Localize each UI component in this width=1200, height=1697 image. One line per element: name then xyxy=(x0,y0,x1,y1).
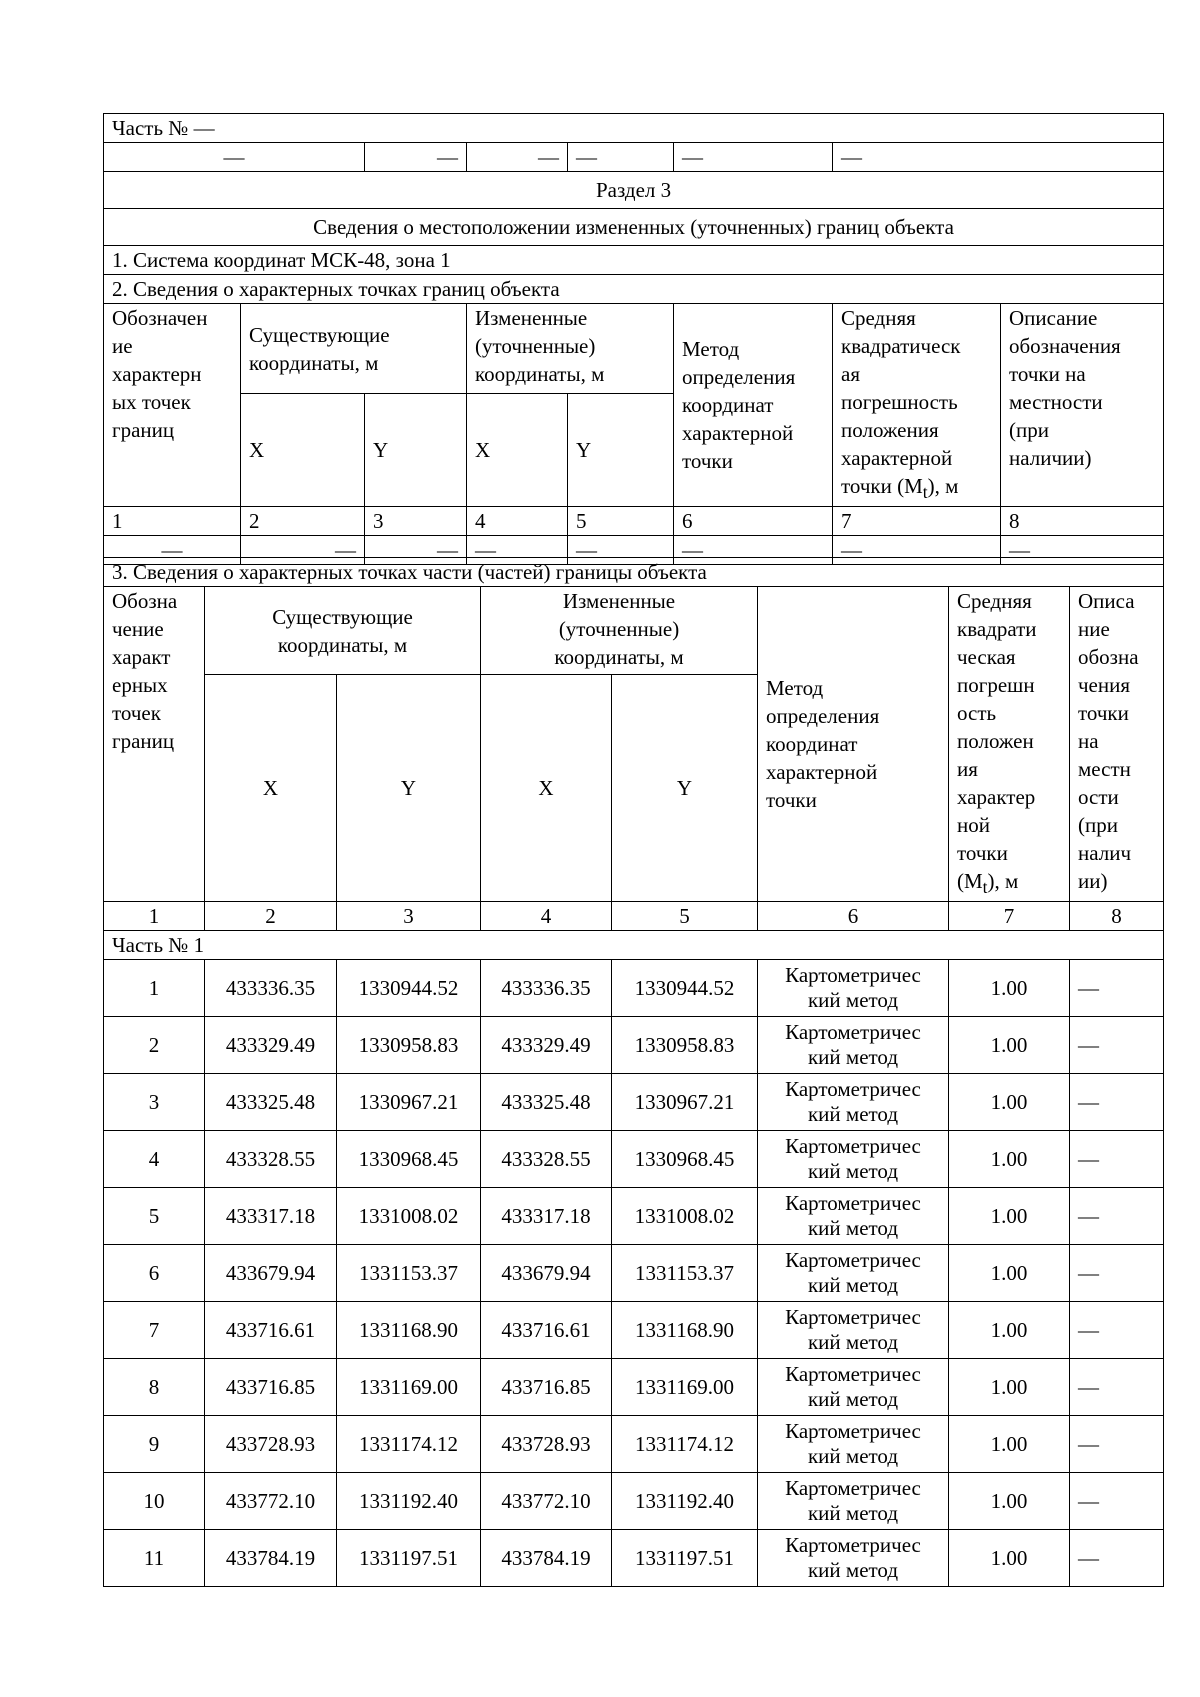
error-cell: 1.00 xyxy=(949,1245,1070,1302)
boundary-points-heading: 2. Сведения о характерных точках границ объекта xyxy=(104,275,1164,304)
column-number: 5 xyxy=(568,507,674,536)
table-row xyxy=(104,1074,1164,1131)
existing-x-cell: 433716.61 xyxy=(205,1302,337,1359)
description-cell: — xyxy=(1070,1473,1164,1530)
header-method: Метод определения координат характерной точки xyxy=(674,304,833,507)
table-row xyxy=(104,1245,1164,1302)
existing-x-cell: 433716.85 xyxy=(205,1359,337,1416)
table-row xyxy=(104,1017,1164,1074)
point-number-cell: 1 xyxy=(104,960,205,1017)
existing-y-cell: 1331169.00 xyxy=(337,1359,481,1416)
header-designation: Обозначен ие характерн ых точек границ xyxy=(104,304,241,507)
header-x-existing: X xyxy=(241,394,365,507)
header-error-tail: ), м xyxy=(927,474,959,498)
table-row xyxy=(104,1131,1164,1188)
method-cell: Картометричес кий метод xyxy=(758,1131,949,1188)
point-number-cell: 8 xyxy=(104,1359,205,1416)
existing-x-cell: 433679.94 xyxy=(205,1245,337,1302)
column-number: 3 xyxy=(337,902,481,931)
column-number: 1 xyxy=(104,507,241,536)
header-designation: Обозна чение характ ерных точек границ xyxy=(104,587,205,902)
section-2-table xyxy=(103,113,1164,565)
error-cell: 1.00 xyxy=(949,1074,1070,1131)
header-y-existing: Y xyxy=(337,675,481,902)
error-cell: 1.00 xyxy=(949,1359,1070,1416)
table-row xyxy=(104,960,1164,1017)
existing-y-cell: 1330958.83 xyxy=(337,1017,481,1074)
description-cell: — xyxy=(1070,1017,1164,1074)
existing-y-cell: 1330944.52 xyxy=(337,960,481,1017)
existing-x-cell: 433325.48 xyxy=(205,1074,337,1131)
point-number-cell: 11 xyxy=(104,1530,205,1587)
header-error-tail: ), м xyxy=(987,869,1019,893)
section-3-table xyxy=(103,557,1164,1587)
changed-x-cell: 433336.35 xyxy=(481,960,612,1017)
existing-x-cell: 433772.10 xyxy=(205,1473,337,1530)
column-number: 7 xyxy=(833,507,1001,536)
table-row xyxy=(104,1359,1164,1416)
header-error-text: Средняя квадратическ ая погрешность положения характерной точки (М xyxy=(841,306,961,498)
header-x-changed: X xyxy=(467,394,568,507)
empty-cell: — xyxy=(568,536,674,565)
point-number-cell: 10 xyxy=(104,1473,205,1530)
existing-x-cell: 433317.18 xyxy=(205,1188,337,1245)
header-error xyxy=(949,587,1070,902)
header-changed-coords: Измененные (уточненные) координаты, м xyxy=(481,587,758,675)
empty-cell: — xyxy=(674,536,833,565)
error-cell: 1.00 xyxy=(949,1017,1070,1074)
changed-y-cell: 1331174.12 xyxy=(612,1416,758,1473)
table-row xyxy=(104,1302,1164,1359)
description-cell: — xyxy=(1070,960,1164,1017)
empty-cell: — xyxy=(241,536,365,565)
method-cell: Картометричес кий метод xyxy=(758,1245,949,1302)
empty-cell: — xyxy=(1001,536,1164,565)
description-cell: — xyxy=(1070,1530,1164,1587)
column-number: 3 xyxy=(365,507,467,536)
header-changed-coords: Измененные (уточненные) координаты, м xyxy=(467,304,674,394)
column-number: 5 xyxy=(612,902,758,931)
changed-x-cell: 433784.19 xyxy=(481,1530,612,1587)
column-number: 2 xyxy=(241,507,365,536)
top-dash-row xyxy=(104,143,1164,172)
changed-x-cell: 433328.55 xyxy=(481,1131,612,1188)
header-y-existing: Y xyxy=(365,394,467,507)
part-1-label: Часть № 1 xyxy=(104,931,1164,960)
header-existing-coords: Существующие координаты, м xyxy=(205,587,481,675)
method-cell: Картометричес кий метод xyxy=(758,1530,949,1587)
coord-system: 1. Система координат МСК-48, зона 1 xyxy=(104,246,1164,275)
table-row xyxy=(104,1473,1164,1530)
empty-cell: — xyxy=(365,536,467,565)
existing-x-cell: 433784.19 xyxy=(205,1530,337,1587)
header-existing-coords: Существующие координаты, м xyxy=(241,304,467,394)
changed-y-cell: 1331169.00 xyxy=(612,1359,758,1416)
empty-cell: — xyxy=(467,536,568,565)
section-title: Раздел 3 xyxy=(104,172,1164,209)
existing-x-cell: 433728.93 xyxy=(205,1416,337,1473)
existing-y-cell: 1331192.40 xyxy=(337,1473,481,1530)
method-cell: Картометричес кий метод xyxy=(758,1473,949,1530)
column-number: 8 xyxy=(1001,507,1164,536)
top-dash-cell: — xyxy=(104,143,365,172)
error-cell: 1.00 xyxy=(949,1302,1070,1359)
header-description: Описание обозначения точки на местности (при наличии) xyxy=(1001,304,1164,507)
header-error-sub: t xyxy=(982,877,988,898)
top-part-label: Часть № — xyxy=(104,114,1164,143)
point-number-cell: 5 xyxy=(104,1188,205,1245)
existing-x-cell: 433329.49 xyxy=(205,1017,337,1074)
changed-x-cell: 433329.49 xyxy=(481,1017,612,1074)
changed-y-cell: 1331192.40 xyxy=(612,1473,758,1530)
table-row xyxy=(104,1416,1164,1473)
method-cell: Картометричес кий метод xyxy=(758,1074,949,1131)
changed-x-cell: 433679.94 xyxy=(481,1245,612,1302)
top-dash-cell: — xyxy=(833,143,1164,172)
column-number: 1 xyxy=(104,902,205,931)
changed-x-cell: 433772.10 xyxy=(481,1473,612,1530)
method-cell: Картометричес кий метод xyxy=(758,960,949,1017)
existing-y-cell: 1331008.02 xyxy=(337,1188,481,1245)
point-number-cell: 4 xyxy=(104,1131,205,1188)
header-error-sub: t xyxy=(922,482,928,503)
existing-y-cell: 1330967.21 xyxy=(337,1074,481,1131)
changed-y-cell: 1331153.37 xyxy=(612,1245,758,1302)
description-cell: — xyxy=(1070,1359,1164,1416)
existing-x-cell: 433336.35 xyxy=(205,960,337,1017)
column-number: 4 xyxy=(481,902,612,931)
points-body xyxy=(104,960,1164,1587)
changed-x-cell: 433325.48 xyxy=(481,1074,612,1131)
top-dash-cell: — xyxy=(467,143,568,172)
changed-y-cell: 1331197.51 xyxy=(612,1530,758,1587)
top-dash-cell: — xyxy=(365,143,467,172)
column-number: 6 xyxy=(674,507,833,536)
changed-x-cell: 433716.61 xyxy=(481,1302,612,1359)
existing-y-cell: 1331197.51 xyxy=(337,1530,481,1587)
column-number: 4 xyxy=(467,507,568,536)
point-number-cell: 2 xyxy=(104,1017,205,1074)
description-cell: — xyxy=(1070,1074,1164,1131)
column-number: 7 xyxy=(949,902,1070,931)
existing-y-cell: 1331174.12 xyxy=(337,1416,481,1473)
top-dash-cell: — xyxy=(568,143,674,172)
point-number-cell: 7 xyxy=(104,1302,205,1359)
point-number-cell: 6 xyxy=(104,1245,205,1302)
description-cell: — xyxy=(1070,1188,1164,1245)
changed-y-cell: 1330944.52 xyxy=(612,960,758,1017)
empty-cell: — xyxy=(104,536,241,565)
header-error-text: Средняя квадрати ческая погрешн ость положен ия характер ной точки (М xyxy=(957,589,1037,893)
description-cell: — xyxy=(1070,1416,1164,1473)
description-cell: — xyxy=(1070,1302,1164,1359)
section-subtitle: Сведения о местоположении измененных (уточненных) границ объекта xyxy=(104,209,1164,246)
changed-y-cell: 1330968.45 xyxy=(612,1131,758,1188)
changed-y-cell: 1330958.83 xyxy=(612,1017,758,1074)
method-cell: Картометричес кий метод xyxy=(758,1359,949,1416)
header-description: Описа ние обозна чения точки на местн ости (при налич ии) xyxy=(1070,587,1164,902)
existing-x-cell: 433328.55 xyxy=(205,1131,337,1188)
changed-x-cell: 433728.93 xyxy=(481,1416,612,1473)
empty-cell: — xyxy=(833,536,1001,565)
header-x-existing: X xyxy=(205,675,337,902)
header-error xyxy=(833,304,1001,507)
column-number-row xyxy=(104,902,1164,931)
existing-y-cell: 1331168.90 xyxy=(337,1302,481,1359)
method-cell: Картометричес кий метод xyxy=(758,1188,949,1245)
table-row xyxy=(104,1188,1164,1245)
error-cell: 1.00 xyxy=(949,1416,1070,1473)
point-number-cell: 9 xyxy=(104,1416,205,1473)
method-cell: Картометричес кий метод xyxy=(758,1017,949,1074)
error-cell: 1.00 xyxy=(949,960,1070,1017)
error-cell: 1.00 xyxy=(949,1473,1070,1530)
description-cell: — xyxy=(1070,1245,1164,1302)
changed-x-cell: 433716.85 xyxy=(481,1359,612,1416)
top-dash-cell: — xyxy=(674,143,833,172)
header-method: Метод определения координат характерной точки xyxy=(758,587,949,902)
header-x-changed: X xyxy=(481,675,612,902)
method-cell: Картометричес кий метод xyxy=(758,1302,949,1359)
changed-y-cell: 1330967.21 xyxy=(612,1074,758,1131)
column-number: 2 xyxy=(205,902,337,931)
error-cell: 1.00 xyxy=(949,1131,1070,1188)
table-row xyxy=(104,1530,1164,1587)
part-points-heading: 3. Сведения о характерных точках части (частей) границы объекта xyxy=(104,558,1164,587)
header-y-changed: Y xyxy=(568,394,674,507)
changed-y-cell: 1331008.02 xyxy=(612,1188,758,1245)
changed-x-cell: 433317.18 xyxy=(481,1188,612,1245)
column-number: 8 xyxy=(1070,902,1164,931)
error-cell: 1.00 xyxy=(949,1530,1070,1587)
existing-y-cell: 1330968.45 xyxy=(337,1131,481,1188)
method-cell: Картометричес кий метод xyxy=(758,1416,949,1473)
description-cell: — xyxy=(1070,1131,1164,1188)
existing-y-cell: 1331153.37 xyxy=(337,1245,481,1302)
changed-y-cell: 1331168.90 xyxy=(612,1302,758,1359)
header-y-changed: Y xyxy=(612,675,758,902)
column-number-row xyxy=(104,507,1164,536)
column-number: 6 xyxy=(758,902,949,931)
error-cell: 1.00 xyxy=(949,1188,1070,1245)
point-number-cell: 3 xyxy=(104,1074,205,1131)
